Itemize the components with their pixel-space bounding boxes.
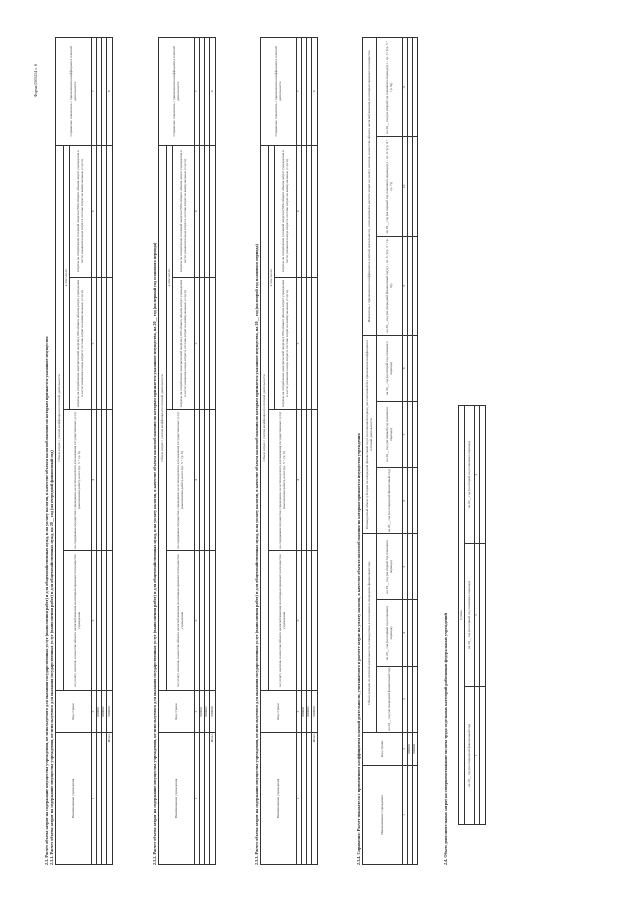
col-head-energy: затраты на потребление тепловой энергии (50% общего объема затрат учреждения в части указанного вида затрат в составе затрат на коммунальные услуги) — [70, 145, 92, 277]
col-num: 1 — [475, 686, 480, 824]
col-head-incl: в том числе: — [64, 145, 70, 410]
section-2-4 — [443, 37, 486, 865]
table-row — [480, 406, 486, 825]
section-subtitle: 2.3.1. Расчет объема затрат на содержание имущества учреждения, не используемого для оказания государственных услуг (выполнения работ) и для общехозяйственных нужд, на 20__ год (на очередной финансовый год) — [49, 450, 54, 865]
col-head-maint: на содержание имущества учреждения, не используемого для оказания государственных услуг (выполнения работ), всего (гр. 5 + гр. 6) — [269, 410, 297, 551]
total-label: Итого — [312, 732, 318, 864]
col-head-maint: на содержание имущества учреждения, не используемого для оказания государственных услуг (выполнения работ), всего (гр. 5 + гр. 6) — [64, 410, 92, 551]
col-head-year: на 20__ год (на второй год планового периода) — [377, 335, 403, 401]
total-cross: X — [210, 38, 216, 146]
col-num: 7 — [92, 38, 97, 146]
col-num: 1 — [195, 732, 200, 864]
col-num: 7 — [403, 401, 408, 467]
section-2-3-3 — [254, 37, 318, 865]
form-code: Форма 0505254 с. 6 — [33, 63, 38, 97]
total-cross: X — [312, 38, 318, 146]
col-head-elec: затраты на потребление электрической энергии (10% общего объема затрат учреждения в части указанного вида затрат в составе затрат на коммунальные услуги) — [70, 277, 92, 409]
section-title: 2.4. Объем дополнительных затрат на совершенствование оплаты труда отдельных категорий работников федеральных учреждений — [443, 613, 448, 865]
col-head-ref: Справочно: показатель с применением коэффициента платной деятельности — [261, 38, 297, 146]
col-head-sum: Сумма — [459, 406, 465, 825]
row-code: 000002 — [205, 691, 210, 732]
col-num: 6 — [92, 145, 97, 277]
col-num: 11 — [403, 38, 408, 137]
col-head-tax: на уплату налогов, в качестве объекта налогообложения по которым признается имущество учреждения — [167, 550, 195, 691]
col-num: 2 — [475, 544, 480, 686]
col-num: 8 — [403, 335, 408, 401]
col-num: 10 — [403, 137, 408, 236]
col-head-code: Код строки — [261, 691, 297, 732]
col-head-tax: на уплату налогов, в качестве объекта налогообложения по которым признается имущество учреждения — [64, 550, 92, 691]
col-head-code: Код строки — [159, 691, 195, 732]
col-num: 5 — [92, 277, 97, 409]
col-num: 3 — [195, 550, 200, 691]
col-num: 2 — [195, 691, 200, 732]
col-head-name: Наименование учреждения — [56, 732, 92, 864]
row-code: 000001 — [408, 732, 413, 765]
row-code: 000002 — [102, 691, 107, 732]
total-code: 900000 — [107, 691, 113, 732]
section-title: 2.3.4. Справочно: Расчет показателя с применением коэффициента платной деятельности, учитываемого в расчете затрат на уплату налогов, в качестве объекта налогообложения по которым признается имущество учреждения — [356, 433, 361, 865]
maintenance-table-2 — [158, 37, 216, 865]
col-head-maint: на содержание имущества учреждения, не используемого для оказания государственных услуг (выполнения работ), всего (гр. 5 + гр. 6) — [167, 410, 195, 551]
col-num: 5 — [195, 277, 200, 409]
col-num: 4 — [403, 600, 408, 666]
section-title: 2.3.3. Расчет объема затрат на содержание имущества учреждения, не используемого для оказания государственных услуг (выполнения работ) и для общехозяйственных нужд, и на уплату налогов, в качестве объекта налогообложения по которым признается указанное имущество, на 20__ год (на второй год планового периода) — [254, 244, 259, 865]
col-num: 6 — [297, 145, 302, 277]
col-num: 4 — [297, 410, 302, 551]
section-2-3-2 — [152, 37, 216, 865]
col-num: 1 — [92, 732, 97, 864]
row-code: 000001 — [302, 691, 307, 732]
col-num: 3 — [403, 666, 408, 732]
col-head-ref: Справочно: показатель с применением коэффициента платной деятельности — [56, 38, 92, 146]
col-head-year: на 20__ год (на второй год планового периода) — [377, 534, 403, 600]
section-title: 2.3. Расчет объема затрат на содержание имущества учреждения, не используемого для оказания государственных услуг (выполнения работ) и для общехозяйственных нужд, и на уплату налогов, в качестве объекта налогообложения по которым признается указанное имущество — [44, 336, 49, 865]
col-num: 2 — [92, 691, 97, 732]
col-head-ratio-year: на 20__ год (на второй год планового периода) (1 - гр. 5 / (гр. 5 + гр. 8)) — [377, 38, 403, 137]
col-head-group: Объем затрат с учетом коэффициента платной деятельности — [56, 145, 64, 691]
col-head-year: на 20__ год (на первый год планового периода) — [465, 544, 475, 686]
total-row — [312, 38, 318, 865]
maintenance-table-3 — [260, 37, 318, 865]
section-2-3-1 — [44, 37, 113, 865]
row-code: 000001 — [97, 691, 102, 732]
additional-costs-table — [458, 405, 486, 825]
col-head-energy: затраты на потребление тепловой энергии (50% общего объема затрат учреждения в части указанного вида затрат в составе затрат на коммунальные услуги) — [275, 145, 297, 277]
ratio-table — [362, 37, 418, 865]
col-head-tax: на уплату налогов, в качестве объекта налогообложения по которым признается имущество учреждения — [269, 550, 297, 691]
col-head-incl: в том числе: — [269, 145, 275, 410]
total-label: Итого — [210, 732, 216, 864]
total-cross: X — [107, 38, 113, 146]
section-2-3-4 — [356, 37, 418, 865]
total-row — [107, 38, 113, 865]
col-num: 3 — [297, 550, 302, 691]
col-num: 2 — [297, 691, 302, 732]
col-num: 7 — [195, 38, 200, 146]
col-num: 5 — [297, 277, 302, 409]
row-code: 000002 — [307, 691, 312, 732]
col-num: 3 — [92, 550, 97, 691]
col-head-year: на 20__ год (на первый год планового периода) — [377, 600, 403, 666]
col-head-year: на 20__ год (на очередной финансовый год) — [377, 666, 403, 732]
col-num: 1 — [297, 732, 302, 864]
total-code: 900000 — [312, 691, 318, 732]
total-code: 900000 — [210, 691, 216, 732]
col-num: 7 — [297, 38, 302, 146]
col-head-name: Наименование учреждения — [363, 765, 403, 864]
col-head-ref: Справочно: показатель с применением коэффициента платной деятельности — [159, 38, 195, 146]
row-code: 000002 — [413, 732, 418, 765]
col-num: 4 — [195, 410, 200, 551]
col-head-ratio: Показатель с применением коэффициента платной деятельности, учитываемый в расчете затрат на уплату налогов, в качестве объекта налогообложения по которым признается имущество — [363, 38, 377, 336]
col-num: 6 — [195, 145, 200, 277]
col-head-year: на 20__ год (на второй год планового периода) — [465, 406, 475, 544]
col-num: 6 — [403, 468, 408, 534]
section-title: 2.3.2. Расчет объема затрат на содержание имущества учреждения, не используемого для оказания государственных услуг (выполнения работ) и для общехозяйственных нужд, и на уплату налогов, в качестве объекта налогообложения по которым признается указанное имущество, на 20__ год (на первый год планового периода) — [152, 242, 157, 865]
col-head-year: на 20__ год (на очередной финансовый год) — [465, 686, 475, 824]
col-head-ratio-year: на 20__ год (на первый год планового периода) (1 - гр. 4 / (гр. 4 + гр. 7)) — [377, 137, 403, 236]
col-head-group: Объем затрат с учетом коэффициента платной деятельности — [261, 145, 269, 691]
col-head-subsidy: Планируемый объем субсидии на очередной финансовый год и на плановый период, рассчитанный без применения коэффициента платной деятельности — [363, 335, 377, 533]
col-num: 1 — [403, 765, 408, 864]
col-head-name: Наименование учреждения — [159, 732, 195, 864]
col-num: 9 — [403, 236, 408, 335]
col-head-elec: затраты на потребление электрической энергии (10% общего объема затрат учреждения в части указанного вида затрат в составе затрат на коммунальные услуги) — [173, 277, 195, 409]
col-head-group: Объем затрат с учетом коэффициента платной деятельности — [159, 145, 167, 691]
col-head-elec: затраты на потребление электрической энергии (10% общего объема затрат учреждения в части указанного вида затрат в составе затрат на коммунальные услуги) — [275, 277, 297, 409]
total-row — [210, 38, 216, 865]
col-num: 3 — [475, 406, 480, 544]
table-row — [413, 38, 418, 865]
col-num: 5 — [403, 534, 408, 600]
col-num: 4 — [92, 410, 97, 551]
col-head-income: Объем доходов от платной деятельности, планируемых к получению в очередном финансовом году — [363, 534, 377, 732]
row-code: 000001 — [200, 691, 205, 732]
col-head-energy: затраты на потребление тепловой энергии (50% общего объема затрат учреждения в части указанного вида затрат в составе затрат на коммунальные услуги) — [173, 145, 195, 277]
col-head-name: Наименование учреждения — [261, 732, 297, 864]
col-head-code: Код строки — [56, 691, 92, 732]
col-num: 2 — [403, 732, 408, 765]
total-label: Итого — [107, 732, 113, 864]
col-head-incl: в том числе: — [167, 145, 173, 410]
col-head-year: на 20__ год (на первый год планового периода) — [377, 401, 403, 467]
col-head-ratio-year: на 20__ год (на очередной финансовый год) (1 - гр. 3 / (гр. 3 + гр. 6)) — [377, 236, 403, 335]
col-head-code: Код строки — [363, 732, 403, 765]
col-head-year: на 20__ год (на очередной финансовый год) — [377, 468, 403, 534]
maintenance-table-1 — [55, 37, 113, 865]
